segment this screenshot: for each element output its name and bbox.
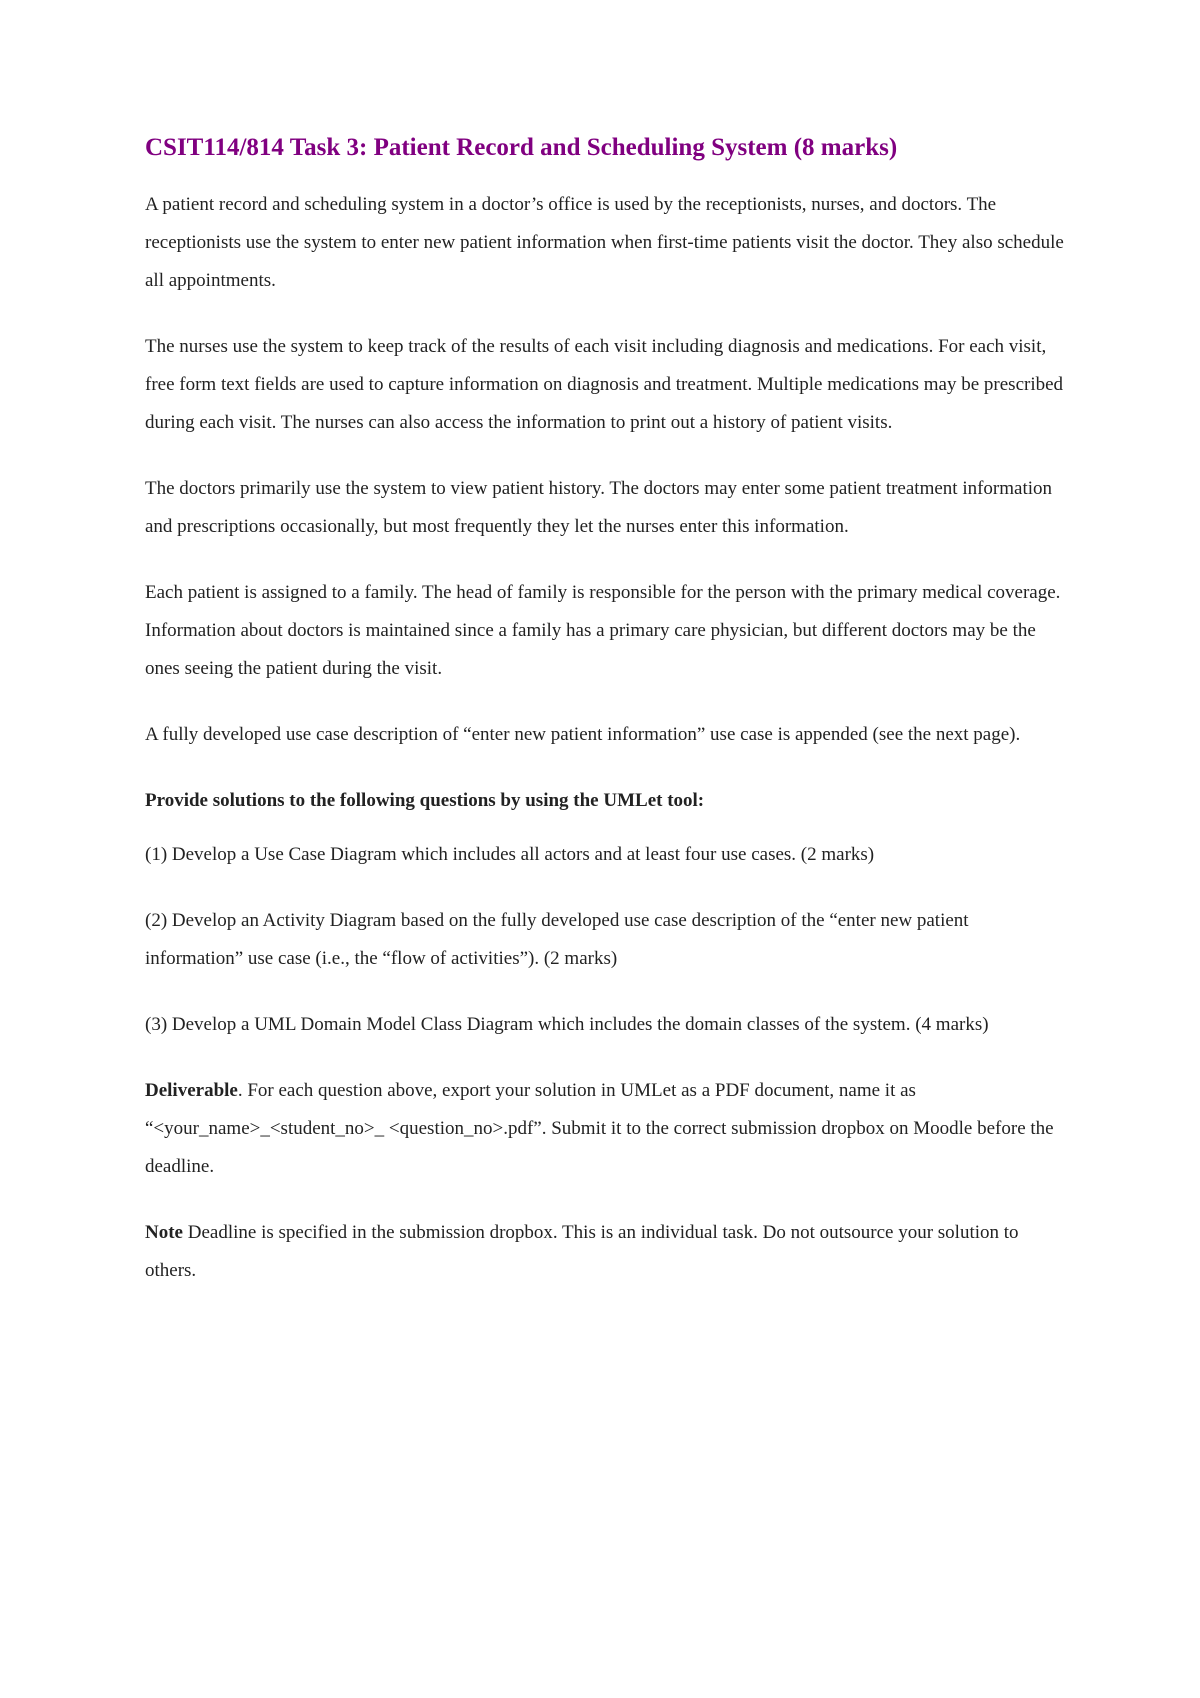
paragraph-use-case-note: A fully developed use case description of “enter new patient information” use case is appended (see the next page). xyxy=(145,724,1021,745)
paragraph-family: Each patient is assigned to a family. The head of family is responsible for the person with the primary medical coverage. Information about doctors is maintained since a family has a primary care physician, but different doctors may be the ones seeing the patient during the visit. xyxy=(145,582,1061,679)
paragraph-nurses: The nurses use the system to keep track of the results of each visit including diagnosis and medications. For each visit, free form text fields are used to capture information on diagnosis and treatment. Multiple medications may be prescribed during each visit. The nurses can also access the information to print out a history of patient visits. xyxy=(145,336,1064,433)
paragraph-doctors: The doctors primarily use the system to view patient history. The doctors may enter some patient treatment information and prescriptions occasionally, but most frequently they let the nurses enter this information. xyxy=(145,478,1053,537)
question-3: (3) Develop a UML Domain Model Class Diagram which includes the domain classes of the system. (4 marks) xyxy=(145,1014,989,1035)
document-page xyxy=(145,130,1065,1318)
note-paragraph xyxy=(145,1214,1065,1290)
question-1: (1) Develop a Use Case Diagram which includes all actors and at least four use cases. (2 marks) xyxy=(145,844,875,865)
question-2: (2) Develop an Activity Diagram based on the fully developed use case description of the “enter new patient information” use case (i.e., the “flow of activities”). (2 marks) xyxy=(145,910,969,969)
deliverable-paragraph xyxy=(145,1072,1065,1186)
deliverable-label: Deliverable xyxy=(145,1080,238,1101)
note-label: Note xyxy=(145,1222,183,1243)
note-text: Deadline is specified in the submission dropbox. This is an individual task. Do not outsource your solution to others. xyxy=(145,1222,1019,1281)
paragraph-intro: A patient record and scheduling system in a doctor’s office is used by the receptionists, nurses, and doctors. The receptionists use the system to enter new patient information when first-time patients visit the doctor. They also schedule all appointments. xyxy=(145,194,1064,291)
instructions-heading: Provide solutions to the following questions by using the UMLet tool: xyxy=(145,790,705,811)
document-title: CSIT114/814 Task 3: Patient Record and Scheduling System (8 marks) xyxy=(145,134,898,161)
deliverable-text: . For each question above, export your solution in UMLet as a PDF document, name it as “<your_name>_<student_no>_ <question_no>.pdf”. Submit it to the correct submission dropbox on Moodle before the deadline. xyxy=(145,1080,1054,1177)
